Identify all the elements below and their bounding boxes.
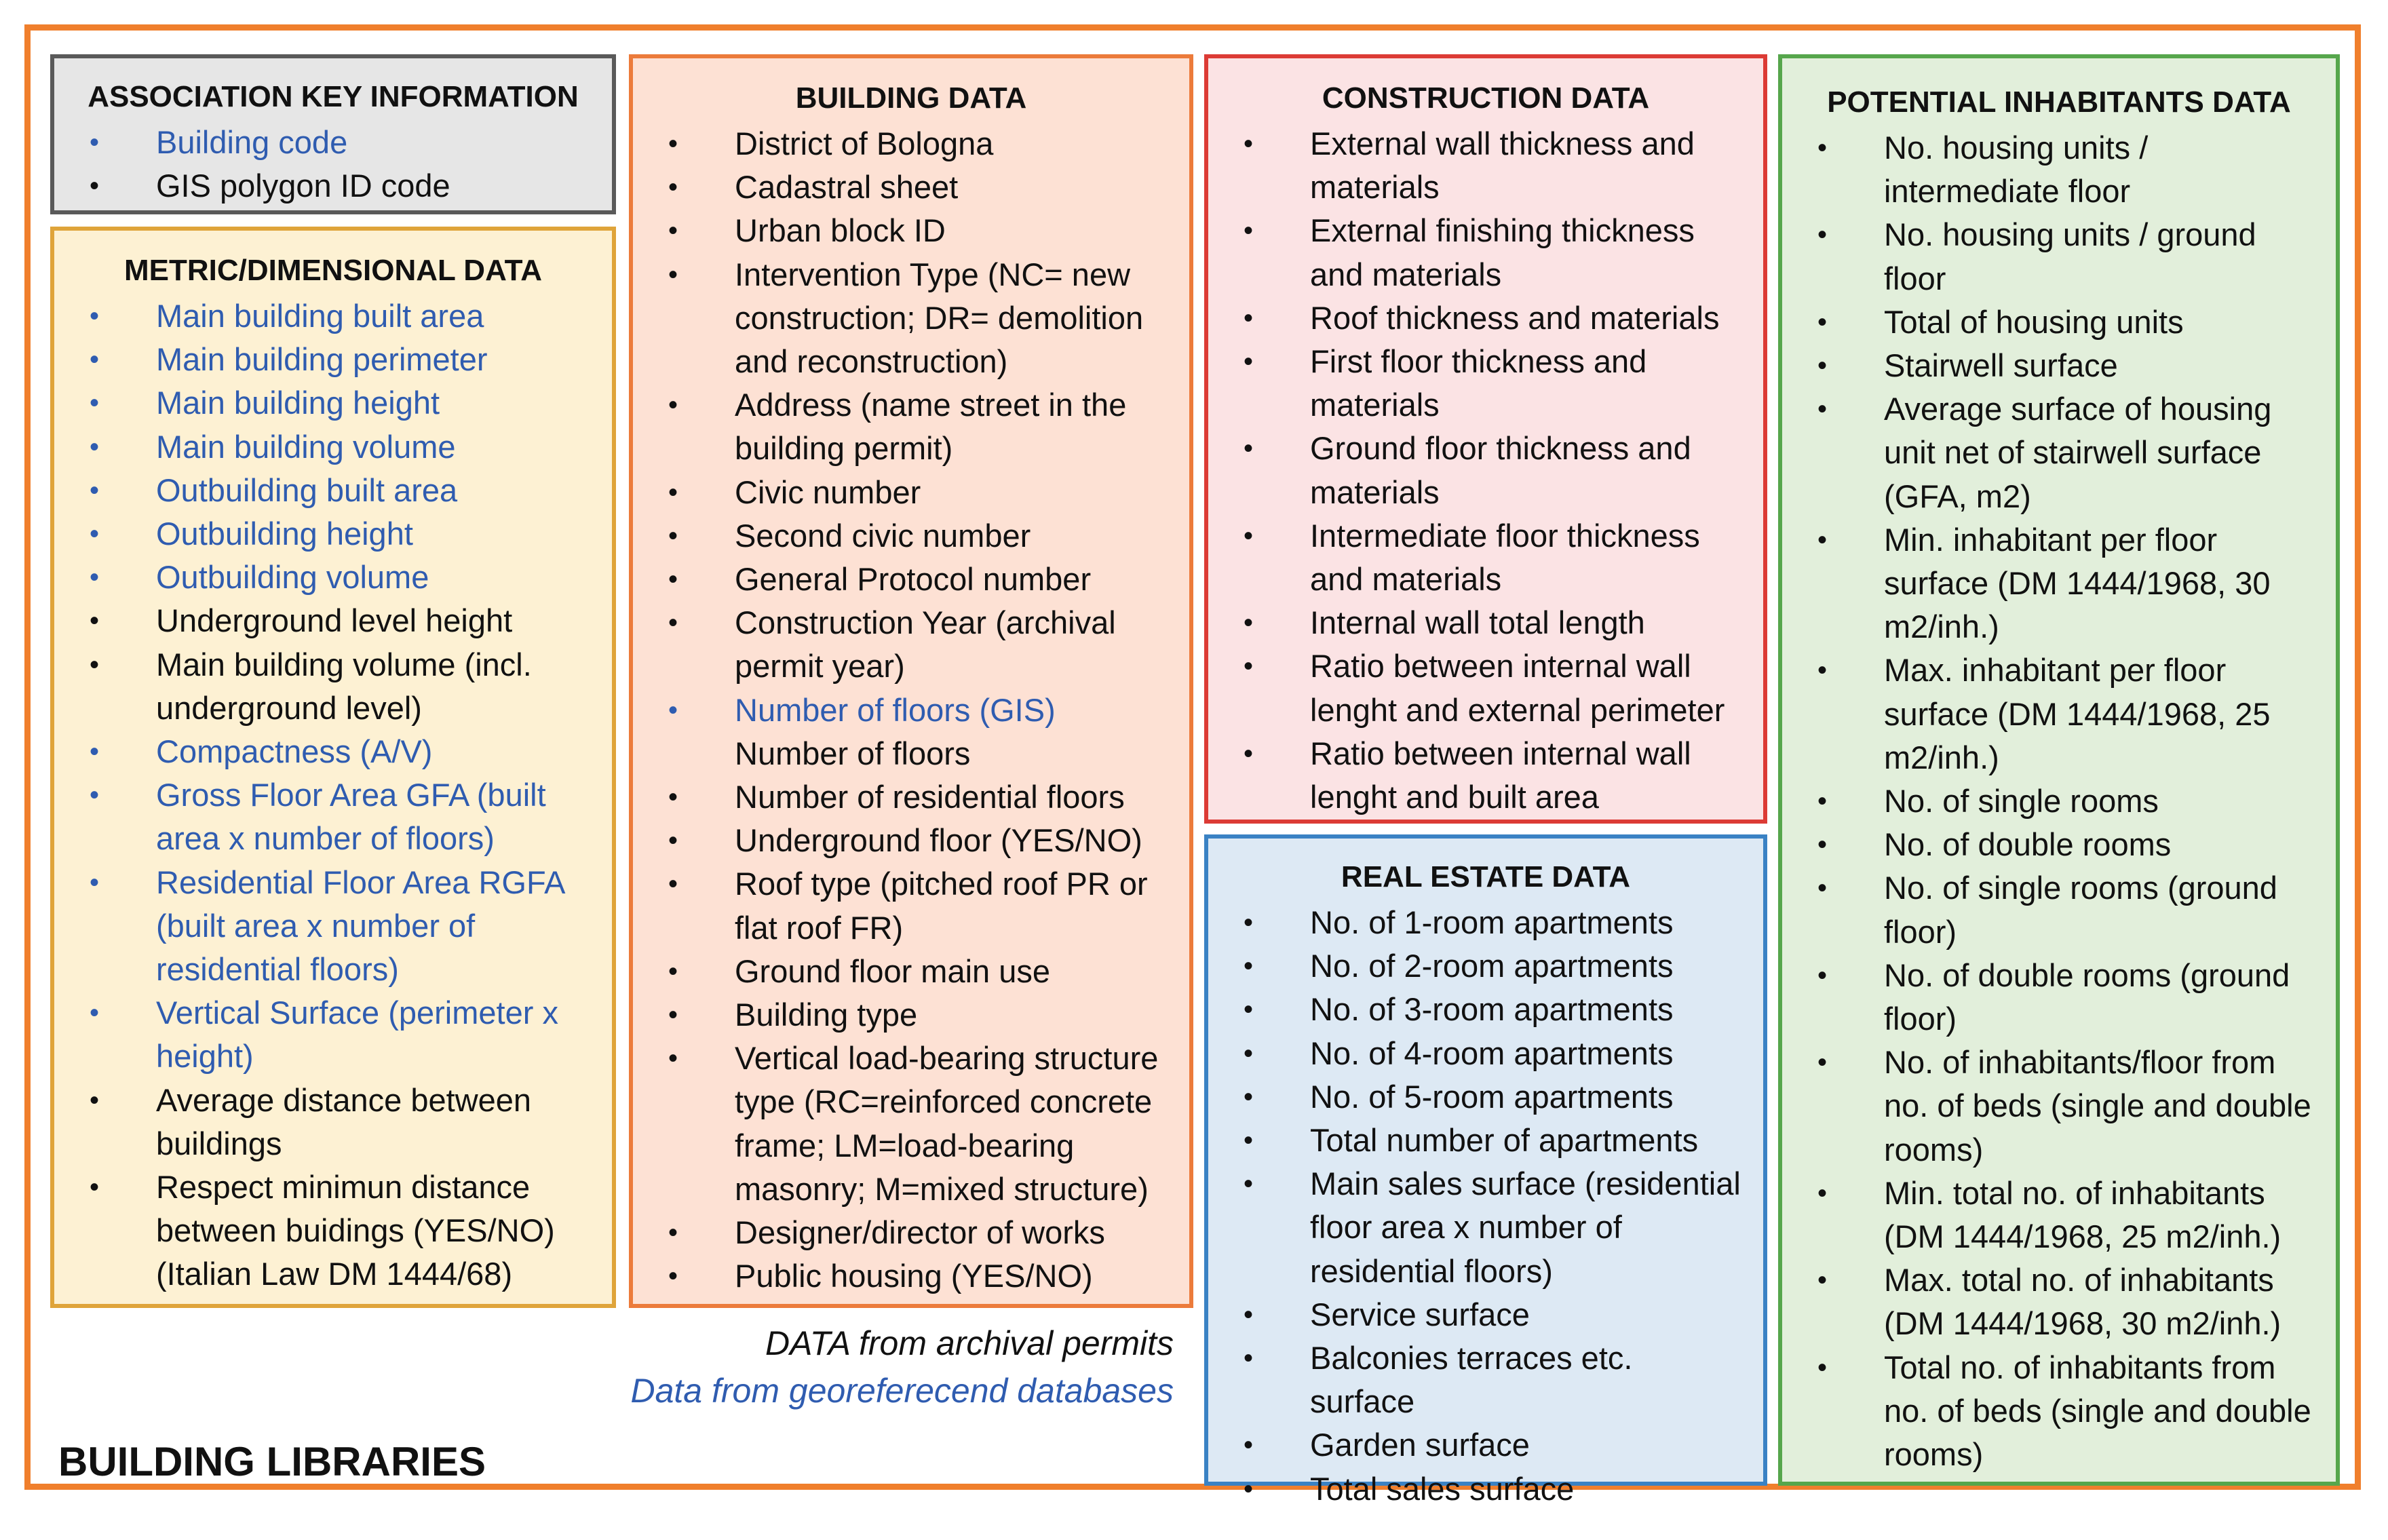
list-item: • No. of 1-room apartments (1226, 901, 1746, 944)
inhabitants-list (1800, 126, 2318, 1476)
list-item: • Public housing (YES/NO) (651, 1254, 1172, 1298)
list-item: • No. of 3-room apartments (1226, 988, 1746, 1031)
list-item: • Compactness (A/V) (72, 730, 594, 773)
list-item: Number of floors (735, 735, 971, 771)
list-item: • Total number of apartments (1226, 1119, 1746, 1162)
list-item: • Number of residential floors (651, 775, 1172, 819)
list-item: • Ratio between internal wall lenght and built area (1226, 732, 1746, 819)
list-item: • Underground floor (YES/NO) (651, 819, 1172, 862)
list-item: • Intermediate floor thickness and materials (1226, 514, 1746, 601)
list-item: • Total of housing units (1800, 301, 2318, 344)
metric-dimensional-data-box (50, 227, 616, 1308)
list-item: • Building code (72, 121, 594, 164)
association-title: ASSOCIATION KEY INFORMATION (88, 80, 579, 113)
list-item: • Intervention Type (NC= new construction; DR= demolition and reconstruction) (651, 253, 1172, 384)
list-item: • Cadastral sheet (651, 166, 1172, 209)
real-estate-list (1226, 901, 1746, 1511)
list-item: • Total sales surface (1226, 1467, 1746, 1511)
list-item: • Civic number (651, 471, 1172, 514)
list-item: • Max. inhabitant per floor surface (DM 1444/1968, 25 m2/inh.) (1800, 649, 2318, 779)
list-item: • Urban block ID (651, 209, 1172, 252)
list-item: • Construction Year (archival permit year) (651, 601, 1172, 688)
list-item: • District of Bologna (651, 122, 1172, 166)
list-item: • General Protocol number (651, 558, 1172, 601)
list-item: • No. housing units / ground floor (1800, 213, 2318, 300)
list-item: • Max. total no. of inhabitants (DM 1444/1968, 30 m2/inh.) (1800, 1258, 2318, 1345)
list-item: • Garden surface (1226, 1423, 1746, 1467)
list-item: • Roof thickness and materials (1226, 296, 1746, 340)
list-item: • Ground floor main use (651, 950, 1172, 993)
list-item: • No. of 4-room apartments (1226, 1032, 1746, 1075)
list-item: • No. of 5-room apartments (1226, 1075, 1746, 1119)
list-item: • Roof type (pitched roof PR or flat roof FR) (651, 862, 1172, 949)
metric-list (72, 294, 594, 1296)
list-item: • Main building volume (incl. underground level) (72, 643, 594, 730)
list-item: • Average distance between buildings (72, 1079, 594, 1166)
list-item: • GIS polygon ID code (72, 164, 594, 208)
list-item: • No. housing units / intermediate floor (1800, 126, 2318, 213)
legend-georeferenced-databases: Data from georeferecend databases (630, 1372, 1174, 1410)
building-data-box (629, 54, 1193, 1308)
list-item: • Number of floors (GIS) (651, 689, 1172, 732)
list-item: • No. of double rooms (1800, 823, 2318, 866)
list-item: • Outbuilding built area (72, 469, 594, 512)
list-item: • Vertical load-bearing structure type (RC=reinforced concrete frame; LM=load-bearing masonry; M=mixed structure) (651, 1037, 1172, 1211)
legend-archival-permits: DATA from archival permits (765, 1324, 1174, 1362)
list-item: • Ratio between internal wall lenght and external perimeter (1226, 644, 1746, 731)
list-item: • Service surface (1226, 1293, 1746, 1336)
list-item: • Main building volume (72, 425, 594, 469)
list-item: • Gross Floor Area GFA (built area x number of floors) (72, 773, 594, 860)
list-item: • Balconies terraces etc. surface (1226, 1336, 1746, 1423)
inhabitants-title: POTENTIAL INHABITANTS DATA (1827, 85, 2291, 119)
list-item: • Stairwell surface (1800, 344, 2318, 387)
list-item: • Ground floor thickness and materials (1226, 427, 1746, 514)
list-item: • First floor thickness and materials (1226, 340, 1746, 427)
list-item: • External finishing thickness and materials (1226, 209, 1746, 296)
list-item: • Min. total no. of inhabitants (DM 1444/1968, 25 m2/inh.) (1800, 1172, 2318, 1258)
metric-title: METRIC/DIMENSIONAL DATA (124, 254, 542, 287)
list-item: • Building type (651, 993, 1172, 1037)
list-item: • Main building built area (72, 294, 594, 338)
list-item: • No. of double rooms (ground floor) (1800, 954, 2318, 1041)
list-item: • Internal wall total length (1226, 601, 1746, 644)
list-item: • Main sales surface (residential floor area x number of residential floors) (1226, 1162, 1746, 1293)
building-libraries-title: BUILDING LIBRARIES (58, 1439, 486, 1484)
building-list (651, 122, 1172, 1298)
list-item: • External wall thickness and materials (1226, 122, 1746, 209)
list-item: • No. of single rooms (ground floor) (1800, 866, 2318, 953)
association-list (72, 121, 594, 208)
construction-title: CONSTRUCTION DATA (1322, 81, 1650, 115)
list-item: • Respect minimun distance between buidings (YES/NO) (Italian Law DM 1444/68) (72, 1166, 594, 1296)
construction-list (1226, 122, 1746, 819)
list-item: • Residential Floor Area RGFA (built area x number of residential floors) (72, 861, 594, 992)
real-estate-data-box (1204, 834, 1767, 1507)
list-item: • Min. inhabitant per floor surface (DM 1444/1968, 30 m2/inh.) (1800, 518, 2318, 649)
association-key-information-box (50, 54, 616, 214)
list-item: • Vertical Surface (perimeter x height) (72, 991, 594, 1078)
list-item: • Second civic number (651, 514, 1172, 558)
construction-data-box (1204, 54, 1767, 824)
real-estate-title: REAL ESTATE DATA (1341, 860, 1631, 893)
list-item: • Average surface of housing unit net of stairwell surface (GFA, m2) (1800, 387, 2318, 518)
list-item: • Main building height (72, 381, 594, 425)
building-title: BUILDING DATA (795, 81, 1027, 115)
list-item: • Designer/director of works (651, 1211, 1172, 1254)
list-item: • Address (name street in the building permit) (651, 383, 1172, 470)
list-item: • No. of inhabitants/floor from no. of beds (single and double rooms) (1800, 1041, 2318, 1172)
list-item: • Outbuilding volume (72, 556, 594, 599)
list-item: • No. of single rooms (1800, 779, 2318, 823)
potential-inhabitants-data-box (1778, 54, 2340, 1486)
list-item: • No. of 2-room apartments (1226, 944, 1746, 988)
list-item: • Main building perimeter (72, 338, 594, 381)
list-item: • Total no. of inhabitants from no. of beds (single and double rooms) (1800, 1346, 2318, 1477)
list-item: • Outbuilding height (72, 512, 594, 556)
list-item: • Underground level height (72, 599, 594, 642)
